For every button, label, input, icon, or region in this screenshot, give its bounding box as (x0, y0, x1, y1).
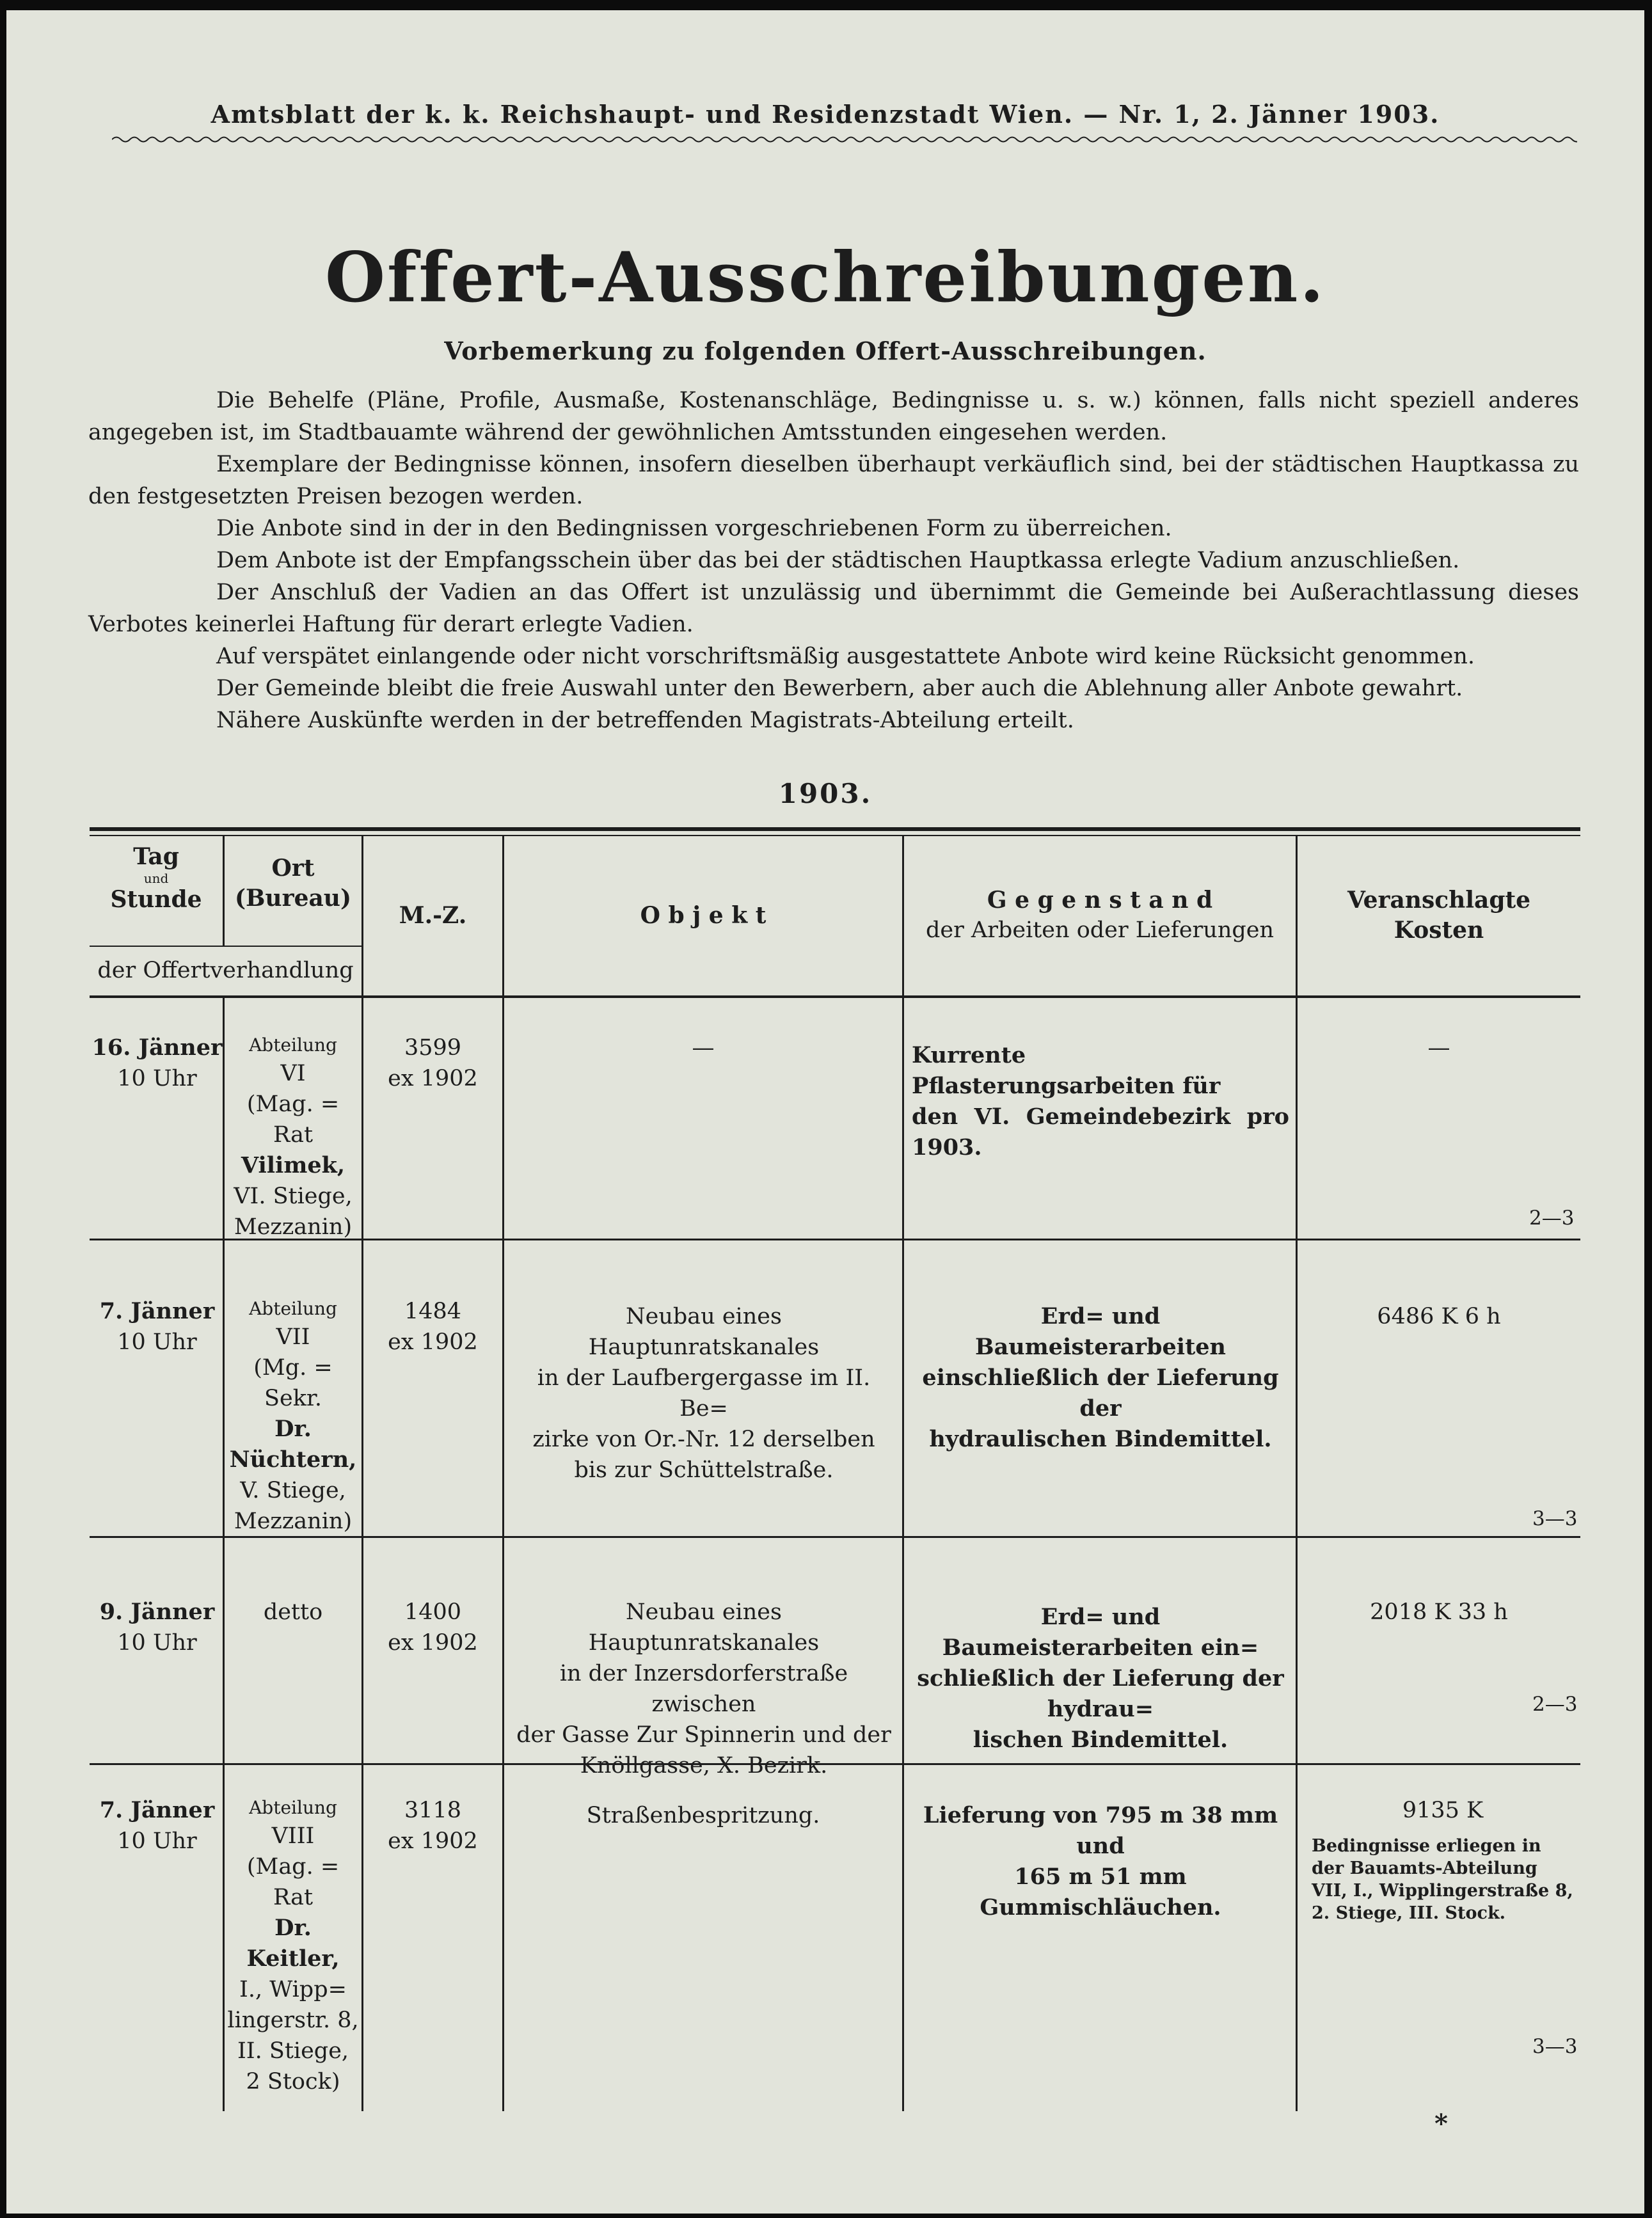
cell-objekt-line: zirke von Or.-Nr. 12 derselben (532, 1427, 875, 1452)
table-cell-mz (363, 1296, 502, 1358)
cell-kosten-note: Bedingnisse erliegen in der Bauamts-Abteilung VII, I., Wipplingerstraße 8, 2. Stiege, III. Stock. (1312, 1836, 1573, 1923)
column-divider (902, 836, 904, 2111)
table-cell-gegenstand (912, 1800, 1289, 1923)
cell-gegenstand-line: Lieferung von 795 m 38 mm und (923, 1802, 1278, 1859)
cell-time: 10 Uhr (117, 1329, 197, 1355)
cell-gegenstand-line: den VI. Gemeindebezirk pro 1903. (912, 1104, 1289, 1160)
cell-objekt-line: Knöllgasse, X. Bezirk. (580, 1753, 828, 1778)
table-cell-date (91, 1795, 223, 1857)
table-cell-objekt (512, 1597, 896, 1781)
cell-ort-line: VI. Stiege, (234, 1184, 353, 1209)
cell-ort-line: 2 Stock) (246, 2069, 340, 2095)
intro-paragraph: Auf verspätet einlangende oder nicht vorschriftsmäßig ausgestattete Anbote wird keine Rücksicht genommen. (216, 644, 1475, 669)
cell-ort-line: Nüchtern, (229, 1446, 357, 1473)
table-cell-mz (363, 1795, 502, 1857)
cell-gegenstand-line: lischen Bindemittel. (973, 1727, 1228, 1753)
intro-paragraph: Der Anschluß der Vadien an das Offert ist unzulässig und übernimmt die Gemeinde bei Außerachtlassung dieses Verbotes keinerlei Haftung für derart erlegte Vadien. (88, 580, 1579, 637)
table-cell-ort (225, 1033, 361, 1242)
cell-ort-line: (Mag. = Rat (246, 1091, 340, 1148)
header-gegenstand-top: G e g e n s t a n d (987, 887, 1213, 914)
column-divider (502, 836, 504, 2111)
page-title: Offert-Ausschreibungen. (324, 237, 1326, 318)
intro-paragraph: Exemplare der Bedingnisse können, insofern dieselben überhaupt verkäuflich sind, bei der städtischen Hauptkassa zu den festgesetzten Preisen bezogen werden. (88, 452, 1579, 509)
cell-mz-number: 3118 (404, 1798, 462, 1823)
header-und: und (143, 871, 169, 886)
header-mz-label: M.-Z. (399, 902, 467, 929)
cell-ort-line: (Mg. = Sekr. (253, 1355, 333, 1411)
cell-date: 7. Jänner (99, 1797, 215, 1823)
column-divider (361, 836, 363, 2111)
table-top-rule-thin (90, 835, 1580, 836)
header-ort (225, 853, 361, 914)
cell-gegenstand-line: 165 m 51 mm Gummischläuchen. (980, 1864, 1221, 1921)
header-tag-stunde (90, 842, 223, 915)
table-cell-ort (225, 1597, 361, 1628)
cell-objekt-line: Neubau eines Hauptunratskanales (588, 1599, 820, 1656)
table-cell-objekt (512, 1301, 896, 1485)
cell-mz-year: ex 1902 (388, 1630, 478, 1656)
cell-objekt-line: Neubau eines Hauptunratskanales (588, 1304, 820, 1360)
table-cell-kosten (1298, 1597, 1580, 1628)
table-cell-date (91, 1296, 223, 1358)
cell-time: 10 Uhr (117, 1066, 197, 1091)
cell-ort-line: detto (263, 1599, 323, 1625)
header-span-rule (90, 946, 361, 947)
cell-ort-line: II. Stiege, (237, 2038, 349, 2064)
header-offertverhandlung: der Offertverhandlung (97, 958, 354, 983)
table-cell-kosten (1312, 1795, 1574, 1924)
cell-objekt-line: bis zur Schüttelstraße. (574, 1457, 834, 1483)
cell-gegenstand-line: Erd= und Baumeisterarbeiten ein= (942, 1604, 1259, 1661)
header-mz (363, 901, 502, 931)
table-cell-objekt (504, 1033, 902, 1063)
cell-ort-line: VI (280, 1061, 306, 1086)
table-cell-kosten (1298, 1033, 1580, 1063)
table-cell-kosten (1298, 1301, 1580, 1332)
table-cell-date (91, 1033, 223, 1094)
insertion-mark: 2—3 (1532, 1693, 1578, 1716)
cell-ort-line: Mezzanin) (234, 1214, 353, 1240)
running-head: Amtsblatt der k. k. Reichshaupt- und Residenzstadt Wien. — Nr. 1, 2. Jänner 1903. (210, 100, 1440, 129)
cell-ort-line: VIII (271, 1823, 315, 1849)
cell-ort-abteilung: Abteilung (249, 1034, 337, 1056)
cell-objekt-line: der Gasse Zur Spinnerin und der (516, 1722, 891, 1748)
table-cell-mz (363, 1597, 502, 1658)
cell-ort-line: VII (276, 1324, 310, 1350)
cell-ort-line: Dr. (274, 1416, 312, 1442)
table-cell-gegenstand (912, 1602, 1289, 1755)
year-heading: 1903. (778, 778, 873, 809)
cell-mz-year: ex 1902 (388, 1828, 478, 1854)
intro-paragraph: Die Anbote sind in der in den Bedingnissen vorgeschriebenen Form zu überreichen. (216, 516, 1172, 541)
header-ort-bottom: (Bureau) (234, 885, 352, 912)
cell-ort-line: (Mag. = Rat (246, 1854, 340, 1910)
cell-mz-year: ex 1902 (388, 1329, 478, 1355)
cell-objekt-line: in der Laufbergergasse im II. Be= (537, 1365, 871, 1422)
header-kosten-top: Veranschlagte (1347, 887, 1531, 914)
cell-date: 9. Jänner (99, 1599, 215, 1625)
intro-paragraph: Nähere Auskünfte werden in der betreffenden Magistrats-Abteilung erteilt. (216, 708, 1074, 733)
cell-mz-number: 3599 (404, 1035, 462, 1061)
table-cell-ort (225, 1296, 361, 1537)
cell-ort-line: I., Wipp= (239, 1977, 347, 2002)
header-tag: Tag (133, 843, 179, 870)
header-gegenstand (904, 885, 1296, 945)
column-divider (1296, 836, 1298, 2111)
header-stunde: Stunde (110, 886, 202, 913)
intro-paragraph: Die Behelfe (Pläne, Profile, Ausmaße, Kostenanschläge, Bedingnisse u. s. w.) können, falls nicht speziell anderes angegeben ist, im Stadtbauamte während der gewöhnlichen Amtsstunden eingesehen werden. (88, 388, 1579, 445)
table-cell-mz (363, 1033, 502, 1094)
cell-mz-year: ex 1902 (388, 1066, 478, 1091)
cell-gegenstand-line: schließlich der Lieferung der hydrau= (917, 1665, 1284, 1722)
insertion-mark: 2—3 (1529, 1207, 1575, 1230)
cell-date: 16. Jänner (91, 1034, 223, 1061)
cell-ort-abteilung: Abteilung (249, 1298, 337, 1319)
header-ort-top: Ort (271, 855, 315, 882)
wavy-rule (112, 134, 1577, 145)
insertion-mark: 3—3 (1532, 2035, 1578, 2058)
cell-time: 10 Uhr (117, 1630, 197, 1656)
header-objekt-label: O b j e k t (640, 902, 766, 929)
header-span-label (90, 956, 361, 985)
cell-kosten: — (1427, 1035, 1450, 1061)
cell-objekt: Straßenbespritzung. (586, 1803, 820, 1828)
footer-mark: * (1434, 2109, 1448, 2139)
cell-kosten: 9135 K (1402, 1798, 1484, 1823)
intro-paragraph: Der Gemeinde bleibt die freie Auswahl unter den Bewerbern, aber auch die Ablehnung aller Anbote gewahrt. (216, 676, 1463, 701)
intro-paragraph: Dem Anbote ist der Empfangsschein über das bei der städtischen Hauptkassa erlegte Vadium anzuschließen. (216, 548, 1460, 573)
header-gegenstand-bottom: der Arbeiten oder Lieferungen (925, 917, 1275, 943)
cell-objekt-line: in der Inzersdorferstraße zwischen (559, 1661, 848, 1717)
cell-ort-line: lingerstr. 8, (227, 2008, 359, 2033)
intro-text (88, 384, 1579, 736)
cell-ort-line: Dr. Keitler, (246, 1915, 340, 1972)
cell-ort-abteilung: Abteilung (249, 1797, 337, 1818)
page-subtitle: Vorbemerkung zu folgenden Offert-Ausschreibungen. (444, 337, 1207, 365)
cell-mz-number: 1484 (404, 1299, 462, 1324)
header-objekt (504, 901, 902, 931)
header-bottom-rule (90, 995, 1580, 998)
cell-gegenstand-line: hydraulischen Bindemittel. (929, 1426, 1272, 1452)
cell-gegenstand-line: einschließlich der Lieferung der (922, 1365, 1279, 1422)
table-cell-ort (225, 1795, 361, 2097)
cell-ort-line: Mezzanin) (234, 1509, 353, 1534)
table-cell-objekt (504, 1800, 902, 1831)
table-top-rule (90, 827, 1580, 831)
cell-kosten: 6486 K 6 h (1377, 1304, 1501, 1329)
cell-kosten: 2018 K 33 h (1370, 1599, 1508, 1625)
cell-gegenstand-line: Kurrente Pflasterungsarbeiten für (912, 1042, 1221, 1099)
cell-objekt: — (692, 1035, 715, 1061)
table-cell-gegenstand (912, 1301, 1289, 1455)
table-cell-gegenstand (912, 1040, 1289, 1163)
cell-ort-line: Vilimek, (241, 1152, 345, 1178)
cell-date: 7. Jänner (99, 1298, 215, 1324)
insertion-mark: 3—3 (1532, 1507, 1578, 1530)
cell-gegenstand-line: Erd= und Baumeisterarbeiten (975, 1303, 1226, 1360)
header-kosten-bottom: Kosten (1394, 917, 1484, 944)
header-kosten (1298, 885, 1580, 946)
cell-time: 10 Uhr (117, 1828, 197, 1854)
cell-ort-line: V. Stiege, (240, 1478, 346, 1503)
cell-mz-number: 1400 (404, 1599, 462, 1625)
page-sheet (6, 10, 1644, 2214)
table-cell-date (91, 1597, 223, 1658)
